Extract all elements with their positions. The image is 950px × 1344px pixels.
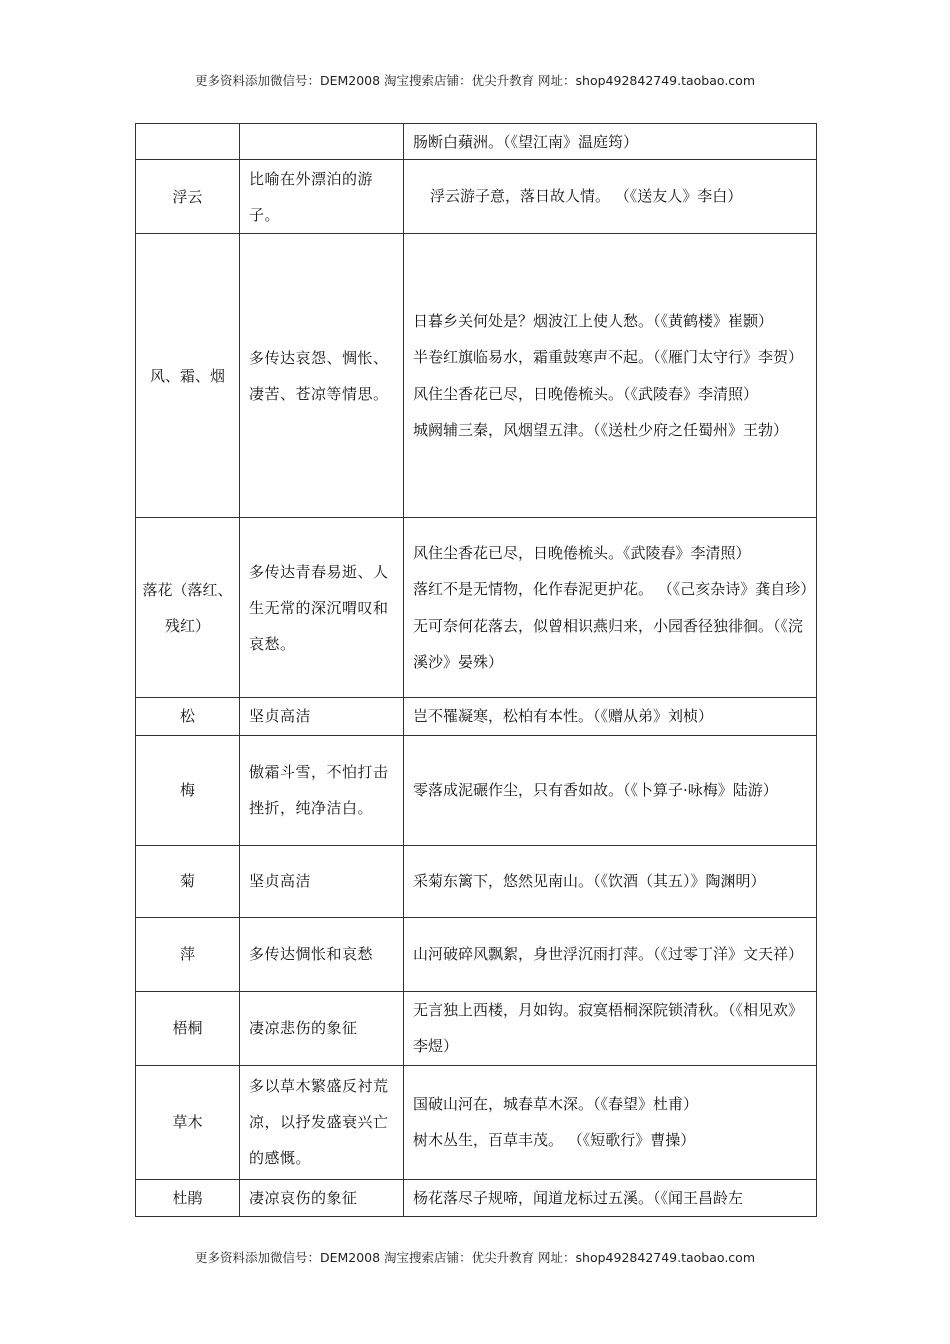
poem-example-line: 风住尘香花已尽，日晚倦梳头。《武陵春》李清照）: [413, 543, 751, 562]
poem-example-line: 浮云游子意，落日故人情。 （《送友人》李白）: [430, 187, 743, 206]
imagery-meaning: 凄凉哀伤的象征: [240, 1179, 404, 1217]
imagery-meaning: 坚贞高洁: [240, 698, 404, 736]
poem-example-line: 杨花落尽子规啼，闻道龙标过五溪。（《闻王昌龄左: [413, 1188, 744, 1207]
imagery-term: 松: [136, 698, 240, 736]
poem-example-line: 日暮乡关何处是？烟波江上使人愁。（《黄鹤楼》崔颢）: [413, 311, 774, 330]
imagery-meaning: 多传达哀怨、惆怅、凄苦、苍凉等情思。: [240, 234, 404, 518]
imagery-meaning: 多以草木繁盛反衬荒凉，以抒发盛衰兴亡的感慨。: [240, 1065, 404, 1179]
poem-examples: [404, 845, 817, 917]
poem-example-line: 零落成泥碾作尘，只有香如故。（《卜算子·咏梅》陆游）: [413, 780, 778, 799]
imagery-term: 萍: [136, 917, 240, 991]
poem-examples: [404, 518, 817, 698]
table-row: [136, 735, 817, 845]
poem-example-line: 落红不是无情物，化作春泥更护花。 （《己亥杂诗》龚自珍）: [413, 580, 816, 598]
table-row: [136, 1179, 817, 1217]
poem-example-line: 城阙辅三秦，风烟望五津。（《送杜少府之任蜀州》王勃）: [413, 421, 789, 439]
poem-example-line: 无言独上西楼，月如钩。寂寞梧桐深院锁清秋。（《相见欢》李煜）: [413, 1000, 804, 1055]
poem-example-line: 半卷红旗临易水，霜重鼓寒声不起。（《雁门太守行》李贺）: [413, 348, 804, 366]
poem-example-line: 岂不罹凝寒，松柏有本性。（《赠从弟》刘桢）: [413, 707, 714, 725]
poem-example-line: 风住尘香花已尽，日晚倦梳头。（《武陵春》李清照）: [413, 384, 759, 403]
poem-examples: [404, 917, 817, 991]
imagery-term: [136, 124, 240, 160]
imagery-term: 梅: [136, 735, 240, 845]
imagery-meaning: 傲霜斗雪，不怕打击挫折，纯净洁白。: [240, 735, 404, 845]
imagery-meaning: 比喻在外漂泊的游子。: [240, 160, 404, 234]
poem-example-line: 山河破碎风飘絮，身世浮沉雨打萍。（《过零丁洋》文天祥）: [413, 944, 804, 963]
table-row: [136, 991, 817, 1065]
table-row: [136, 698, 817, 736]
poem-examples: [404, 1179, 817, 1217]
imagery-term: 落花（落红、残红）: [136, 518, 240, 698]
poem-examples: [404, 991, 817, 1065]
imagery-term: 浮云: [136, 160, 240, 234]
imagery-table: [135, 123, 817, 1217]
page-header: 更多资料添加微信号：DEM2008 淘宝搜索店铺：优尖升教育 网址：shop492842749.taobao.com: [194, 73, 756, 88]
poem-examples: [404, 1065, 817, 1179]
table-row: [136, 845, 817, 917]
imagery-term: 菊: [136, 845, 240, 917]
poem-example-line: 无可奈何花落去，似曾相识燕归来，小园香径独徘徊。（《浣溪沙》晏殊）: [413, 616, 804, 671]
imagery-meaning: [240, 124, 404, 160]
imagery-term: 梧桐: [136, 991, 240, 1065]
table-row: [136, 160, 817, 234]
table-row: [136, 518, 817, 698]
poem-example-line: 肠断白蘋洲。（《望江南》温庭筠）: [413, 132, 639, 151]
poem-example-line: 采菊东篱下，悠然见南山。（《饮酒（其五）》陶渊明）: [413, 871, 766, 890]
imagery-meaning: 多传达惆怅和哀愁: [240, 917, 404, 991]
table-row: [136, 1065, 817, 1179]
poem-examples: [404, 735, 817, 845]
imagery-term: 风、霜、烟: [136, 234, 240, 518]
table-row: [136, 124, 817, 160]
imagery-meaning: 凄凉悲伤的象征: [240, 991, 404, 1065]
poem-examples: [404, 124, 817, 160]
table-row: [136, 917, 817, 991]
imagery-term: 草木: [136, 1065, 240, 1179]
page-footer: 更多资料添加微信号：DEM2008 淘宝搜索店铺：优尖升教育 网址：shop492842749.taobao.com: [194, 1250, 756, 1265]
poem-examples: [404, 698, 817, 736]
imagery-meaning: 坚贞高洁: [240, 845, 404, 917]
imagery-term: 杜鹃: [136, 1179, 240, 1217]
poem-examples: [404, 234, 817, 518]
poem-examples: [404, 160, 817, 234]
poem-example-line: 国破山河在，城春草木深。（《春望》杜甫）: [413, 1094, 699, 1113]
table-row: [136, 234, 817, 518]
imagery-meaning: 多传达青春易逝、人生无常的深沉喟叹和哀愁。: [240, 518, 404, 698]
poem-example-line: 树木丛生，百草丰茂。 （《短歌行》曹操）: [413, 1131, 696, 1149]
